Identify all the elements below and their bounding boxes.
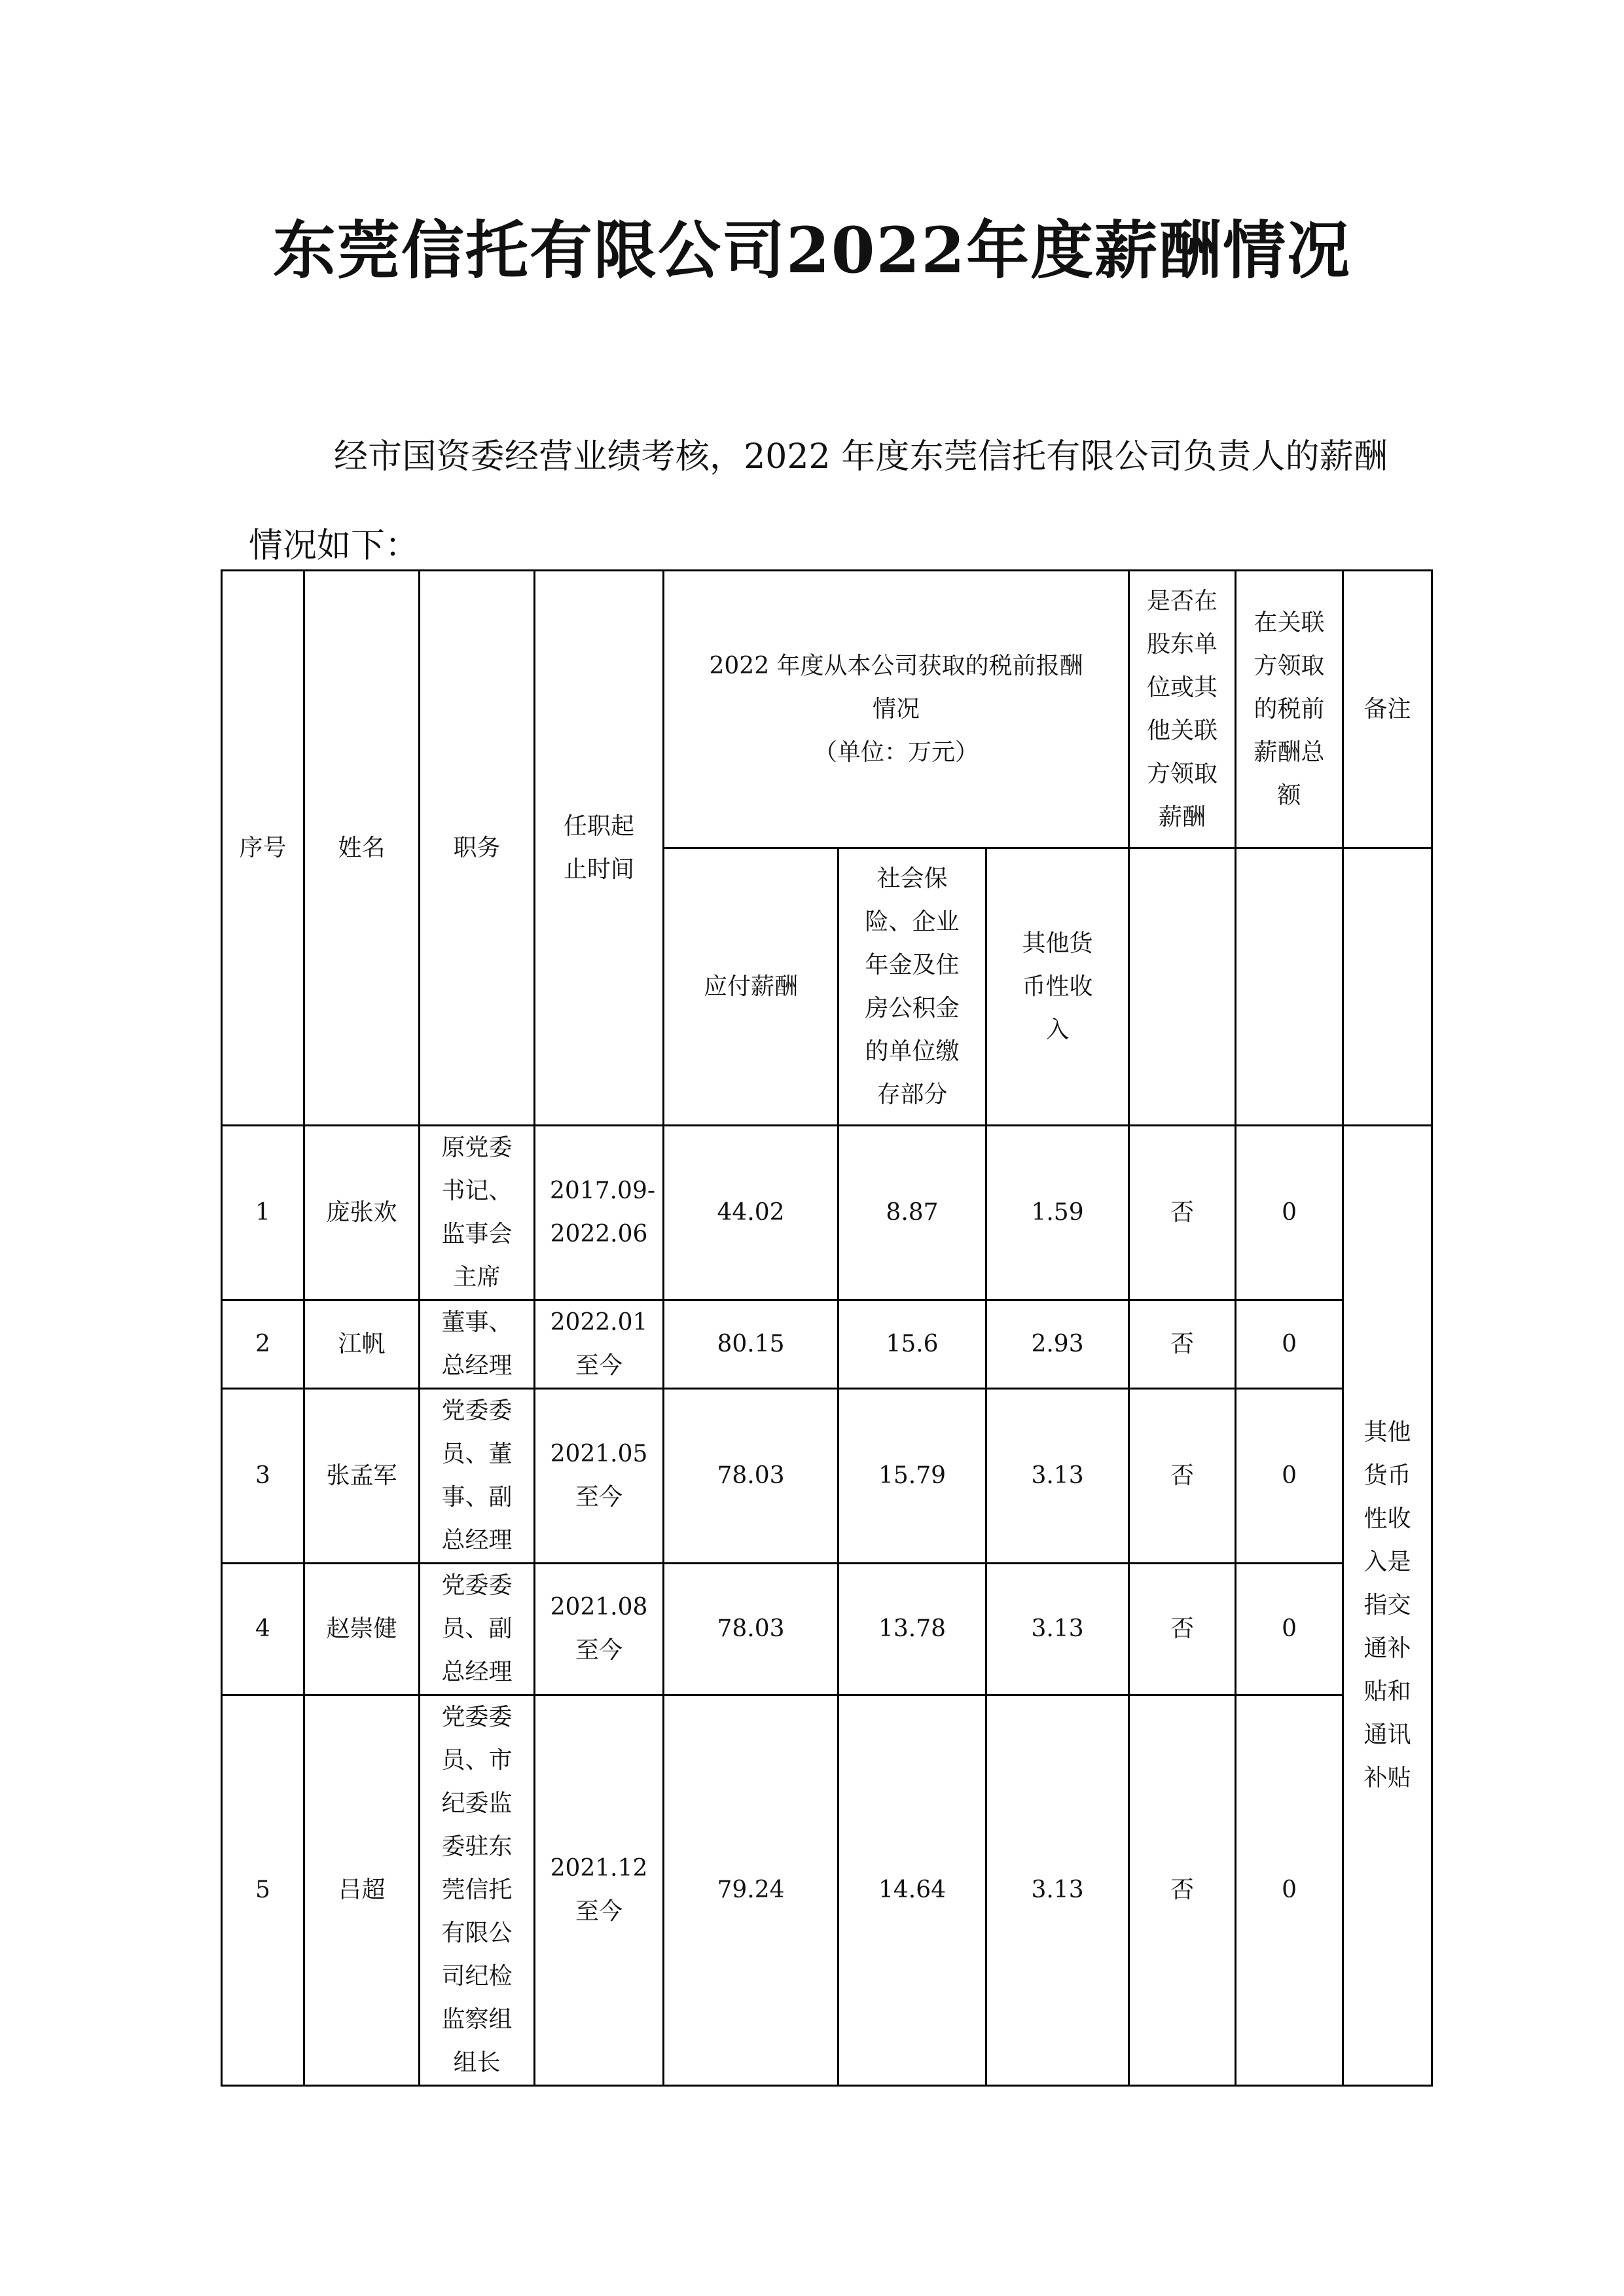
row-name: 张孟军 bbox=[304, 1389, 420, 1564]
row-position: 党委委员、副总经理 bbox=[420, 1564, 535, 1695]
row-payable: 78.03 bbox=[664, 1389, 839, 1564]
row-tenure: 2021.12至今 bbox=[535, 1695, 664, 2086]
row-social: 14.64 bbox=[839, 1695, 986, 2086]
table-row bbox=[222, 1564, 1432, 1695]
row-shareholder: 否 bbox=[1129, 1126, 1236, 1300]
page-title: 东莞信托有限公司2022年度薪酬情况 bbox=[272, 213, 1352, 287]
header-tenure: 任职起止时间 bbox=[535, 571, 664, 1126]
row-seq: 2 bbox=[222, 1300, 304, 1389]
row-position: 党委委员、董事、副总经理 bbox=[420, 1389, 535, 1564]
header-payable: 应付薪酬 bbox=[664, 848, 839, 1126]
row-social: 15.79 bbox=[839, 1389, 986, 1564]
row-related: 0 bbox=[1236, 1564, 1343, 1695]
row-shareholder: 否 bbox=[1129, 1389, 1236, 1564]
row-social: 8.87 bbox=[839, 1126, 986, 1300]
table-row bbox=[222, 1389, 1432, 1564]
header-unit-label: （单位：万元） bbox=[814, 738, 979, 766]
row-social: 15.6 bbox=[839, 1300, 986, 1389]
table-header-row bbox=[222, 571, 1432, 848]
row-shareholder: 否 bbox=[1129, 1695, 1236, 2086]
header-name: 姓名 bbox=[304, 571, 420, 1126]
row-name: 庞张欢 bbox=[304, 1126, 420, 1300]
row-shareholder: 否 bbox=[1129, 1300, 1236, 1389]
row-payable: 44.02 bbox=[664, 1126, 839, 1300]
row-seq: 5 bbox=[222, 1695, 304, 2086]
header-remark: 备注 bbox=[1343, 571, 1432, 848]
row-shareholder: 否 bbox=[1129, 1564, 1236, 1695]
row-seq: 3 bbox=[222, 1389, 304, 1564]
row-tenure: 2021.05至今 bbox=[535, 1389, 664, 1564]
row-other: 3.13 bbox=[986, 1695, 1129, 2086]
row-related: 0 bbox=[1236, 1389, 1343, 1564]
header-pay-group bbox=[664, 571, 1129, 848]
header-position: 职务 bbox=[420, 571, 535, 1126]
header-social: 社会保险、企业年金及住房公积金的单位缴存部分 bbox=[839, 848, 986, 1126]
row-related: 0 bbox=[1236, 1695, 1343, 2086]
row-tenure: 2021.08至今 bbox=[535, 1564, 664, 1695]
empty-cell bbox=[1129, 848, 1236, 1126]
empty-cell bbox=[1236, 848, 1343, 1126]
header-seq: 序号 bbox=[222, 571, 304, 1126]
row-other: 2.93 bbox=[986, 1300, 1129, 1389]
row-other: 3.13 bbox=[986, 1564, 1129, 1695]
row-related: 0 bbox=[1236, 1300, 1343, 1389]
row-tenure: 2017.09-2022.06 bbox=[535, 1126, 664, 1300]
header-other: 其他货币性收入 bbox=[986, 848, 1129, 1126]
row-other: 3.13 bbox=[986, 1389, 1129, 1564]
header-pay-group-label: 2022 年度从本公司获取的税前报酬情况 bbox=[709, 652, 1083, 723]
empty-cell bbox=[1343, 848, 1432, 1126]
row-name: 吕超 bbox=[304, 1695, 420, 2086]
row-position: 董事、总经理 bbox=[420, 1300, 535, 1389]
row-payable: 80.15 bbox=[664, 1300, 839, 1389]
header-related: 在关联方领取的税前薪酬总额 bbox=[1236, 571, 1343, 848]
row-payable: 79.24 bbox=[664, 1695, 839, 2086]
salary-table bbox=[221, 569, 1433, 2087]
row-social: 13.78 bbox=[839, 1564, 986, 1695]
row-other: 1.59 bbox=[986, 1126, 1129, 1300]
row-payable: 78.03 bbox=[664, 1564, 839, 1695]
table-row bbox=[222, 1126, 1432, 1300]
table-row bbox=[222, 1695, 1432, 2086]
row-tenure: 2022.01至今 bbox=[535, 1300, 664, 1389]
row-name: 江帆 bbox=[304, 1300, 420, 1389]
header-shareholder: 是否在股东单位或其他关联方领取薪酬 bbox=[1129, 571, 1236, 848]
row-related: 0 bbox=[1236, 1126, 1343, 1300]
row-position: 党委委员、市纪委监委驻东莞信托有限公司纪检监察组组长 bbox=[420, 1695, 535, 2086]
intro-paragraph: 经市国资委经营业绩考核，2022 年度东莞信托有限公司负责人的薪酬情况如下： bbox=[249, 437, 1388, 565]
row-seq: 4 bbox=[222, 1564, 304, 1695]
row-remark: 其他货币性收入是指交通补贴和通讯补贴 bbox=[1343, 1126, 1432, 2086]
row-position: 原党委书记、监事会主席 bbox=[420, 1126, 535, 1300]
row-seq: 1 bbox=[222, 1126, 304, 1300]
table-row bbox=[222, 1300, 1432, 1389]
row-name: 赵崇健 bbox=[304, 1564, 420, 1695]
